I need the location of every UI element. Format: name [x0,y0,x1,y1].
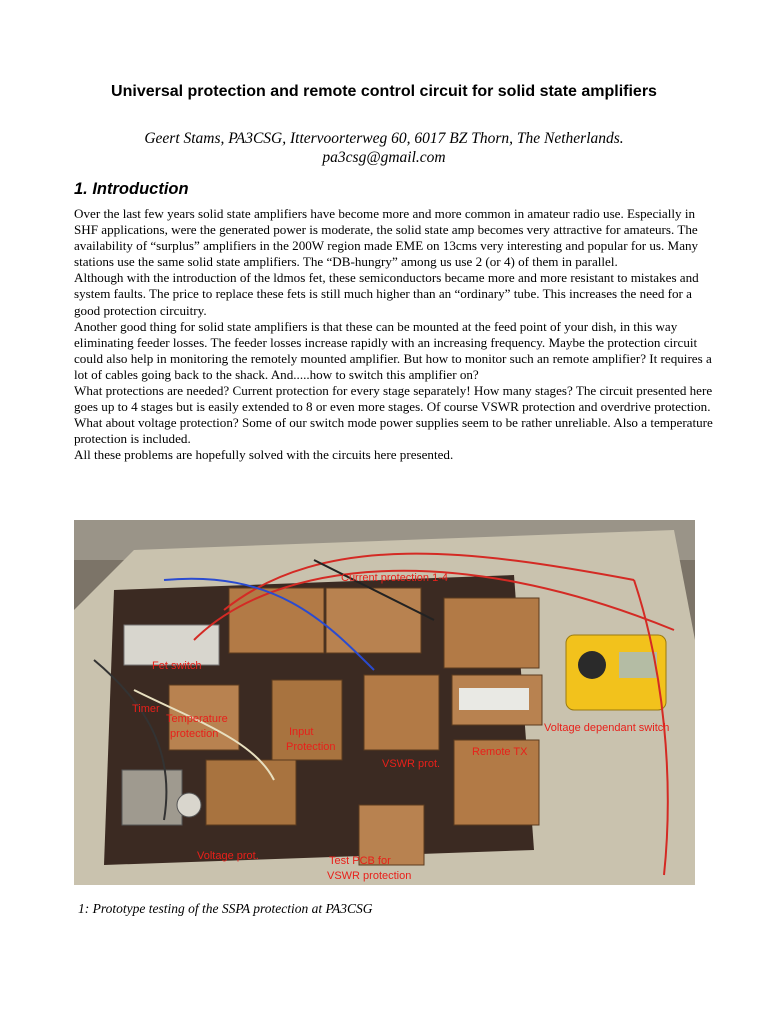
paragraph: All these problems are hopefully solved with the circuits here presented. [74,447,454,463]
paragraph: Although with the introduction of the ldmos fet, these semiconductors became more and more resistant to mistakes and system faults. The price to replace these fets is still much higher than an “ordinary” tube. This increases the need for a good protection circuitry. [74,270,699,318]
author-block [0,129,768,167]
figure-caption: 1: Prototype testing of the SSPA protection at PA3CSG [78,901,373,916]
author-email: pa3csg@gmail.com [322,149,446,166]
label-timer: Timer [132,703,160,715]
label-test-pcb-2: VSWR protection [327,870,412,882]
label-input-1: Input [289,726,314,738]
introduction-body [74,206,714,464]
label-fet-switch: Fet switch [152,660,202,672]
paper-title: Universal protection and remote control circuit for solid state amplifiers [111,83,657,100]
author-address: Geert Stams, PA3CSG, Ittervoorterweg 60, 6017 BZ Thorn, The Netherlands. [144,130,624,147]
label-temperature-1: Temperature [166,713,228,725]
label-voltage-dependant-switch: Voltage dependant switch [544,722,670,734]
section-heading: 1. Introduction [74,180,189,198]
label-vswr-prot: VSWR prot. [382,758,441,770]
paragraph: What protections are needed? Current protection for every stage separately! How many stages? The circuit presented here goes up to 4 stages but is easily extended to 8 or even more stages. Of course VSWR protection and overdrive protection. What about voltage protection? Some of our switch mode power supplies seem to be rather unreliable. Also a temperature protection is included. [74,383,713,447]
label-current-protection: Current protection 1-4 [341,572,448,584]
paragraph: Over the last few years solid state amplifiers have become more and more common in amateur radio use. Especially in SHF applications, were the generated power is moderate, the solid state amp becomes very attractive for amateurs. The availability of “surplus” amplifiers in the 200W region made EME on 13cms very interesting and popular for us. Many stations use the same solid state amplifiers. The “DB-hungry” among us use 2 (or 4) of them in parallel. [74,206,699,270]
paragraph: Another good thing for solid state amplifiers is that these can be mounted at the feed point of your dish, in this way eliminating feeder losses. The feeder losses increase rapidly with an increasing frequency. Maybe the protection circuit could also help in monitoring the remotely mounted amplifier. But how to monitor such an remote amplifier? It requires a lot of cables going back to the shack. And.....how to switch this amplifier on? [74,318,712,382]
label-test-pcb-1: Test PCB for [329,855,391,867]
prototype-photo [74,520,695,885]
label-voltage-prot: Voltage prot. [197,850,259,862]
label-input-2: Protection [286,741,336,753]
label-remote-tx: Remote TX [472,746,528,758]
label-temperature-2: protection [170,728,219,740]
